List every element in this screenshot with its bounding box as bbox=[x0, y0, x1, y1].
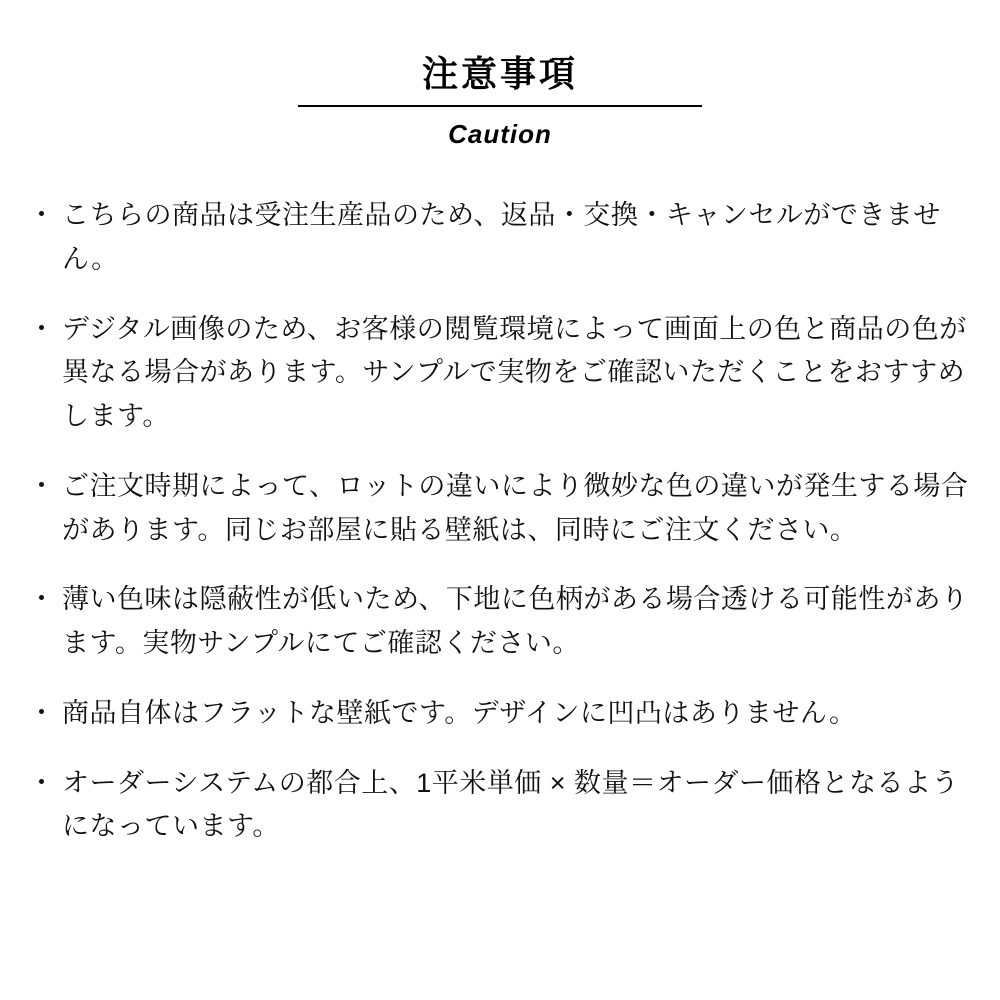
list-item bbox=[28, 194, 972, 281]
list-item-text: 商品自体はフラットな壁紙です。デザインに凹凸はありません。 bbox=[62, 697, 857, 728]
bullet-icon: ・ bbox=[28, 470, 55, 501]
bullet-icon: ・ bbox=[28, 200, 55, 231]
list-item bbox=[28, 762, 972, 849]
list-item-text: 薄い色味は隠蔽性が低いため、下地に色柄がある場合透ける可能性があります。実物サンプルにてご確認ください。 bbox=[62, 584, 969, 659]
list-item bbox=[28, 578, 972, 665]
caution-list bbox=[28, 194, 972, 849]
page-header bbox=[28, 52, 972, 150]
list-item bbox=[28, 692, 972, 736]
page-title-japanese: 注意事項 bbox=[421, 53, 578, 94]
bullet-icon: ・ bbox=[28, 767, 55, 798]
bullet-icon: ・ bbox=[28, 697, 55, 728]
title-divider bbox=[298, 105, 702, 107]
list-item-text: オーダーシステムの都合上、1平米単価 × 数量＝オーダー価格となるようになっています。 bbox=[62, 767, 960, 842]
list-item-text: こちらの商品は受注生産品のため、返品・交換・キャンセルができません。 bbox=[62, 200, 941, 274]
list-item-text: デジタル画像のため、お客様の閲覧環境によって画面上の色と商品の色が異なる場合があります。サンプルで実物をご確認いただくことをおすすめします。 bbox=[62, 313, 967, 432]
bullet-icon: ・ bbox=[28, 313, 55, 344]
list-item bbox=[28, 308, 972, 439]
bullet-icon: ・ bbox=[28, 584, 55, 615]
list-item bbox=[28, 465, 972, 552]
list-item-text: ご注文時期によって、ロットの違いにより微妙な色の違いが発生する場合があります。同じお部屋に貼る壁紙は、同時にご注文ください。 bbox=[62, 470, 969, 545]
page-title-english: Caution bbox=[448, 119, 552, 150]
